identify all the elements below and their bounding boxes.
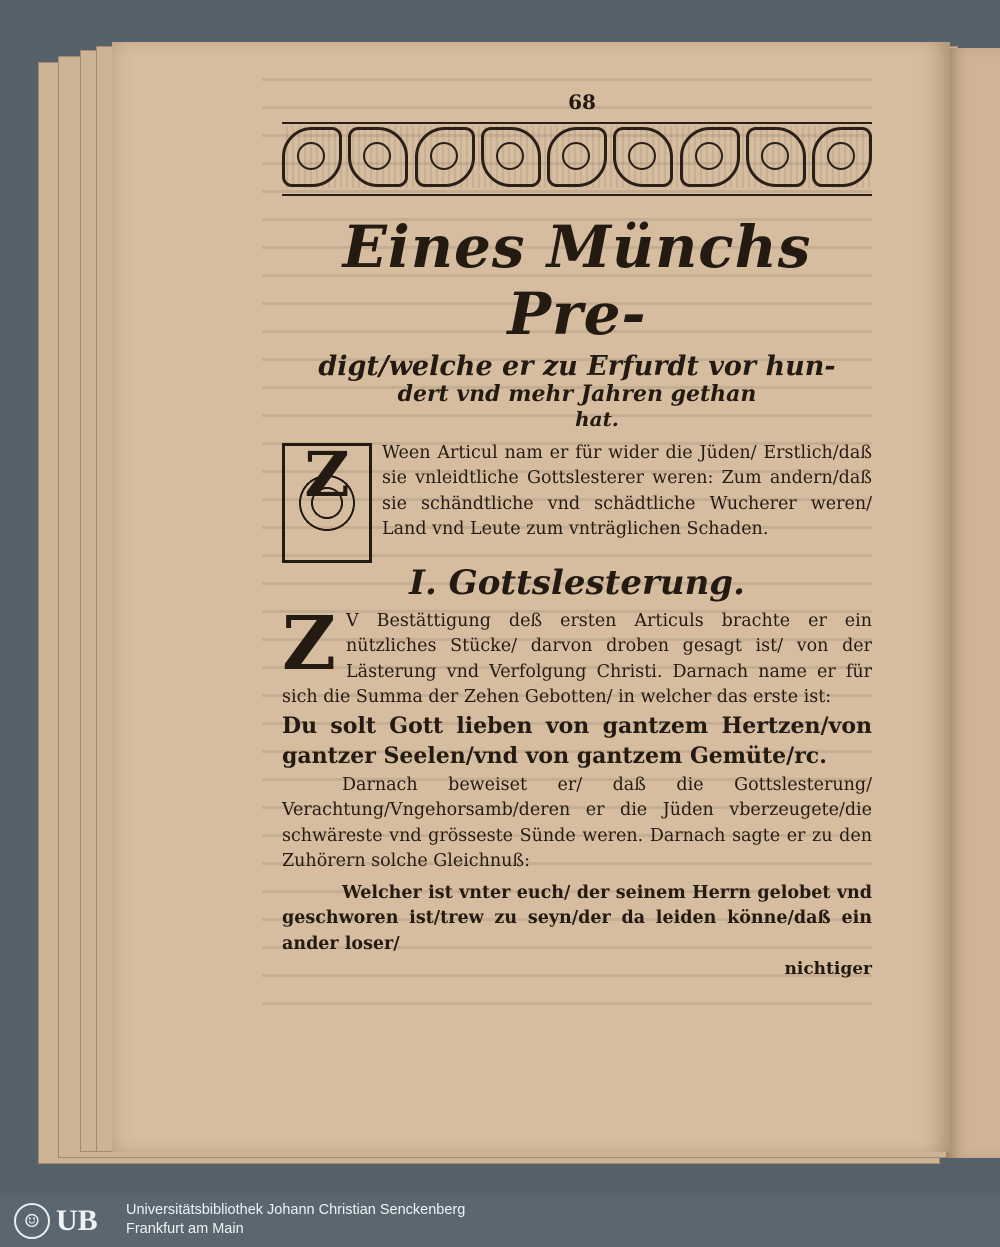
ornament-icon [746,127,806,187]
catchword: nichtiger [784,959,872,980]
page-title [282,214,872,431]
initial-letter: Z [282,600,337,687]
ornament-icon [547,127,607,187]
title-line: digt/welche er zu Erfurdt vor hun- [318,351,836,383]
library-logo[interactable] [14,1202,114,1240]
library-name [126,1201,465,1239]
page-number: 68 [568,90,596,114]
paragraph-3: Welcher ist vnter euch/ der seinem Herrn gelobet vnd geschworen ist/trew zu seyn/der da leiden könne/daß ein ander loser/ [282,882,872,954]
library-line-1: Universitätsbibliothek Johann Christian Senckenberg [126,1202,466,1218]
top-rule [282,122,872,124]
commandment-text: Du solt Gott lieben von gantzem Hertzen/von gantzer Seelen/vnd von gantzem Gemüte/rc. [282,712,872,769]
bottom-rule [282,194,872,196]
section-heading: I. Gottslesterung. [409,562,745,603]
page-content [282,90,872,979]
ornament-icon [613,127,673,187]
ornament-icon [481,127,541,187]
title-line: Eines Münchs Pre- [342,213,812,348]
library-line-2: Frankfurt am Main [126,1221,244,1237]
ornament-icon [348,127,408,187]
ornamental-border [282,126,872,188]
ornament-icon [812,127,872,187]
paragraph-2: Darnach beweiset er/ daß die Gottslesterung/ Verachtung/Vngehorsamb/deren er die Jüden vberzeugete/die schwäreste vnd grösseste Sünde weren. Darnach sagte er zu den Zuhörern solche Gleichnuß: [282,774,872,872]
intro-paragraph [282,437,872,543]
portrait-seal-icon: ☺ [14,1203,50,1239]
paragraph-1 [282,600,872,771]
paragraph-1-text: V Bestättigung deß ersten Articuls brachte er ein nützliches Stücke/ darvon droben gesagt ist/ von der Lästerung vnd Verfolgung Christi. Darnach name er für sich die Summa der Zehen Gebotten/ in welcher das erste ist: [282,610,872,708]
title-line: dert vnd mehr Jahren gethan [397,381,757,408]
footer-bar [0,1195,1000,1247]
decorated-initial [282,437,372,563]
title-line: hat. [575,406,619,431]
initial-letter: Z [304,437,350,511]
logo-text: UB [56,1204,98,1237]
ornament-icon [415,127,475,187]
ornament-icon [282,127,342,187]
ornament-icon [680,127,740,187]
intro-text: Ween Articul nam er für wider die Jüden/ Erstlich/daß sie vnleidtliche Gottslesterer weren: Zum andern/daß sie schändtliche vnd schädtliche Wucherer weren/ Land vnd Leute zum vnträglichen Schaden. [382,442,872,540]
facing-page-edge [946,48,1000,1158]
